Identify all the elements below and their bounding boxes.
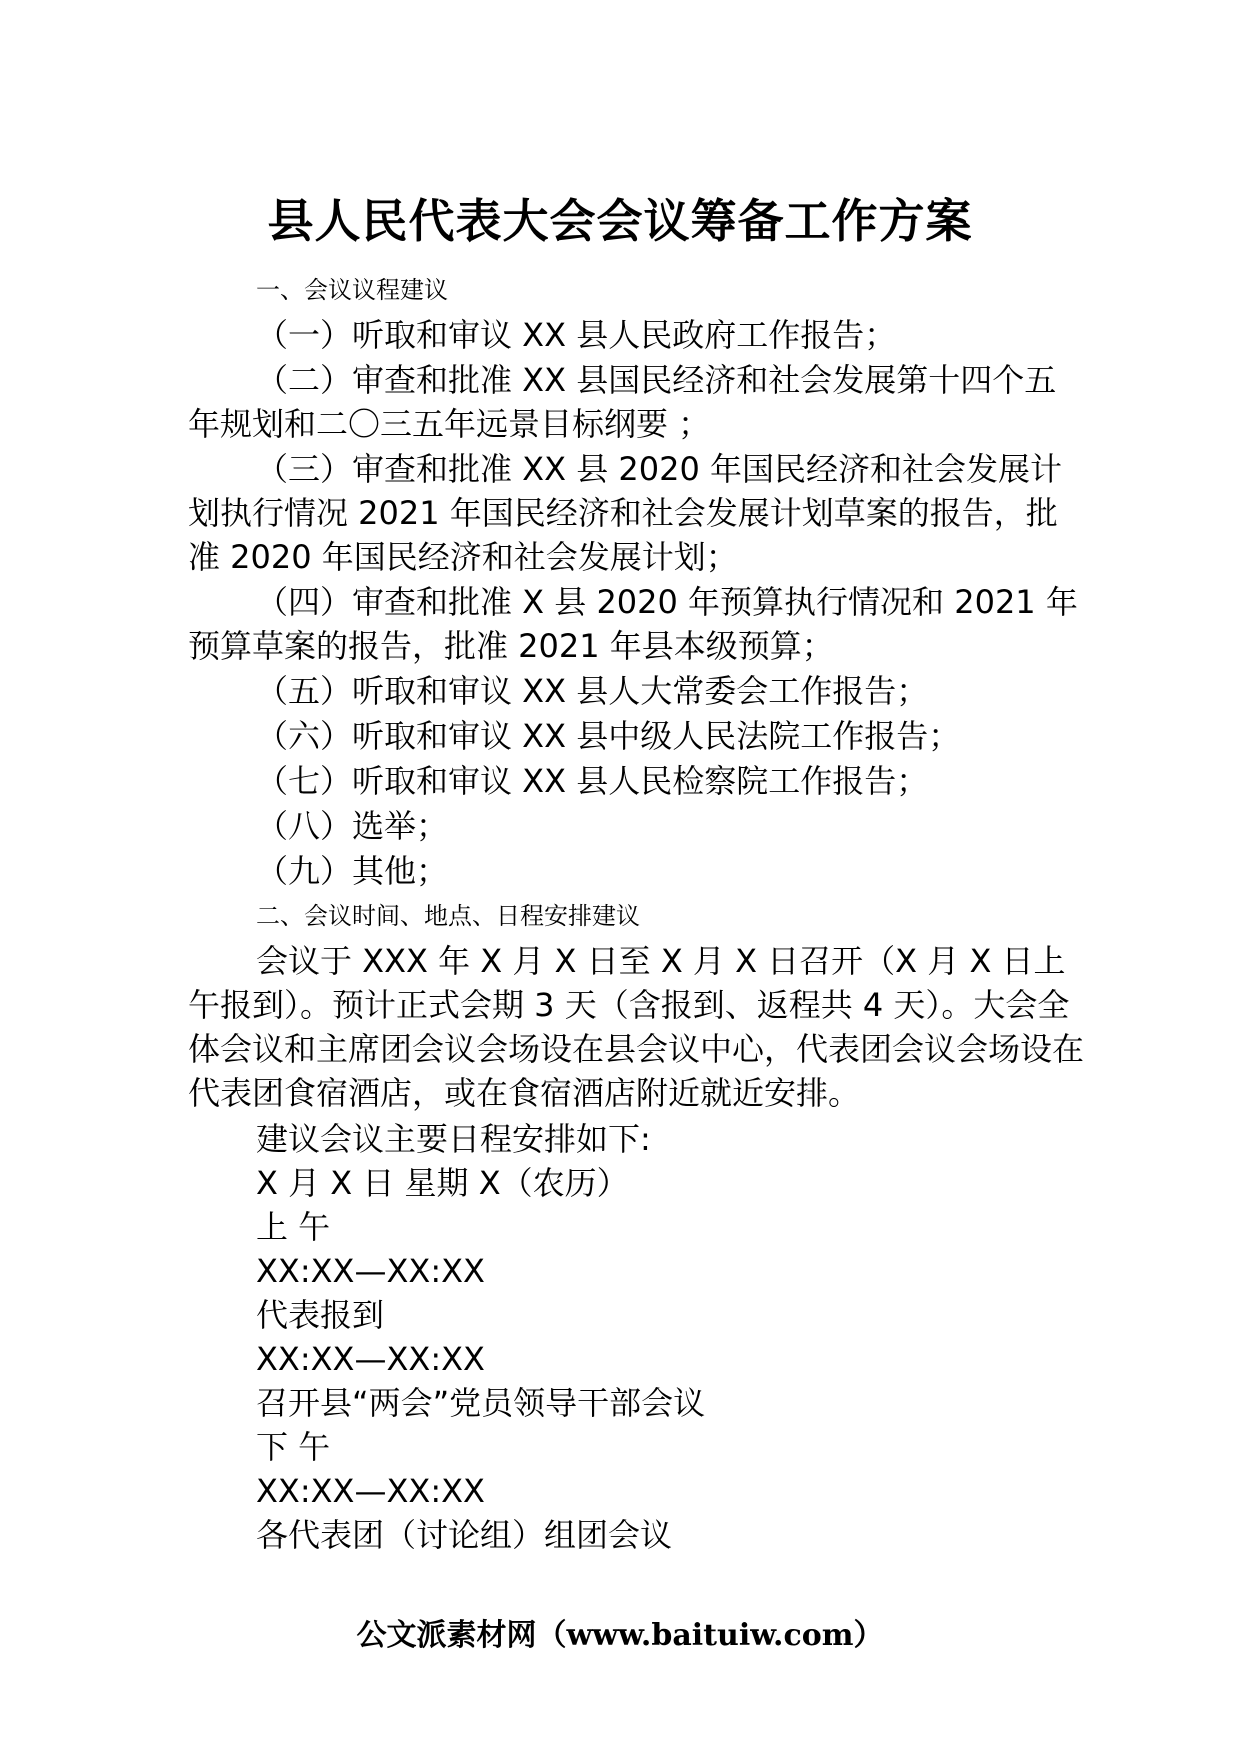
schedule-list xyxy=(188,1161,1088,1557)
section-heading-schedule: 二、会议时间、地点、日程安排建议 xyxy=(256,902,640,930)
schedule-line: 召开县“两会”党员领导干部会议 xyxy=(256,1384,706,1422)
schedule-line: XX:XX—XX:XX xyxy=(256,1472,485,1510)
section-heading-agenda: 一、会议议程建议 xyxy=(256,276,448,304)
agenda-item: （三）审查和批准 XX 县 2020 年国民经济和社会发展计划执行情况 2021 年国民经济和社会发展计划草案的报告，批准 2020 年国民经济和社会发展计划； xyxy=(188,450,1062,576)
document-title: 县人民代表大会会议筹备工作方案 xyxy=(267,194,973,248)
schedule-intro: 建议会议主要日程安排如下: xyxy=(256,1120,651,1158)
agenda-item: （五）听取和审议 XX 县人大常委会工作报告； xyxy=(256,672,929,710)
document-body xyxy=(188,268,1088,1557)
schedule-line: 代表报到 xyxy=(256,1296,385,1334)
schedule-line: XX:XX—XX:XX xyxy=(256,1252,485,1290)
agenda-item: （八）选举； xyxy=(256,807,449,845)
schedule-line: 上 午 xyxy=(256,1208,331,1246)
footer-watermark: 公文派素材网（www.baituiw.com） xyxy=(356,1618,884,1653)
agenda-list xyxy=(188,313,1088,893)
agenda-item: （四）审查和批准 X 县 2020 年预算执行情况和 2021 年预算草案的报告，批准 2021 年县本级预算； xyxy=(188,583,1078,665)
schedule-line: XX:XX—XX:XX xyxy=(256,1340,485,1378)
schedule-paragraph: 会议于 XXX 年 X 月 X 日至 X 月 X 日召开（X 月 X 日上午报到）。预计正式会期 3 天（含报到、返程共 4 天）。大会全体会议和主席团会议会场设在县会议中心，代表团会议会场设在代表团食宿酒店，或在食宿酒店附近就近安排。 xyxy=(188,942,1085,1112)
agenda-item: （一）听取和审议 XX 县人民政府工作报告； xyxy=(256,316,897,354)
schedule-line: X 月 X 日 星期 X（农历） xyxy=(256,1164,629,1202)
schedule-line: 各代表团（讨论组）组团会议 xyxy=(256,1516,673,1554)
agenda-item: （七）听取和审议 XX 县人民检察院工作报告； xyxy=(256,762,929,800)
agenda-item: （六）听取和审议 XX 县中级人民法院工作报告； xyxy=(256,717,961,755)
agenda-item: （二）审查和批准 XX 县国民经济和社会发展第十四个五年规划和二〇三五年远景目标纲要 ； xyxy=(188,361,1057,443)
agenda-item: （九）其他； xyxy=(256,852,449,890)
schedule-line: 下 午 xyxy=(256,1428,331,1466)
